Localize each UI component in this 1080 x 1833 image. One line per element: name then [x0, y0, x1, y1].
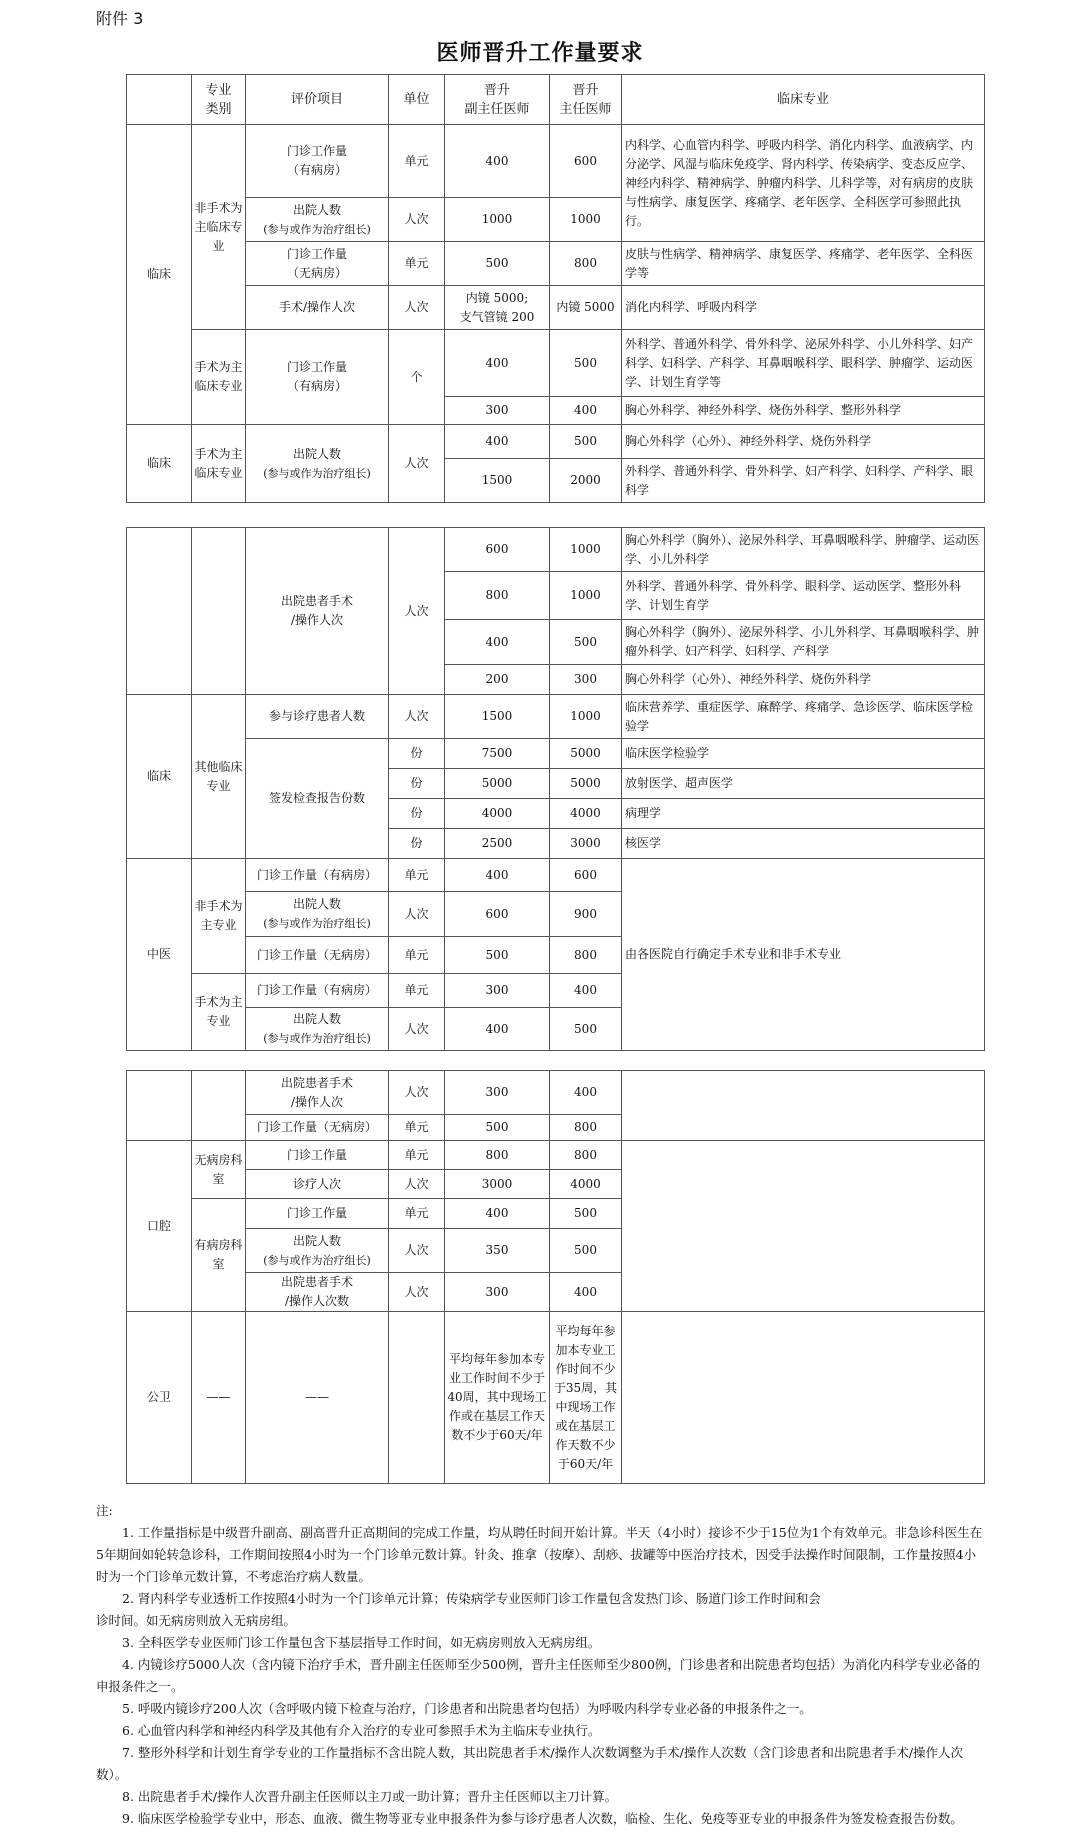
category-cell [127, 528, 192, 695]
header-unit: 单位 [389, 75, 445, 125]
deputy-value: 500 [445, 937, 550, 974]
note-2: 2. 肾内科学专业透析工作按照4小时为一个门诊单元计算；传染病学专业医师门诊工作量包含发热门诊、肠道门诊工作时间和会 [122, 1591, 821, 1606]
item-cell: 出院人数 (参与或作为治疗组长) [246, 1229, 389, 1273]
chief-value: 600 [550, 859, 622, 892]
chief-value: 2000 [550, 459, 622, 503]
category-cell: 临床 [127, 425, 192, 503]
deputy-value: 300 [445, 1071, 550, 1115]
chief-value: 400 [550, 1071, 622, 1115]
table-clinical-2 [126, 527, 984, 1051]
note-2-continued: 诊时间。如无病房则放入无病房组。 [96, 1613, 297, 1628]
deputy-value: 4000 [445, 799, 550, 829]
unit-cell: 人次 [389, 528, 445, 695]
group-cell: 手术为主临床专业 [192, 425, 246, 503]
category-cell: 口腔 [127, 1141, 192, 1312]
header-deputy: 晋升 副主任医师 [445, 75, 550, 125]
unit-cell: 人次 [389, 892, 445, 937]
deputy-value: 2500 [445, 829, 550, 859]
deputy-value: 800 [445, 572, 550, 620]
item-cell: 出院患者手术 /操作人次数 [246, 1273, 389, 1312]
group-cell: —— [192, 1312, 246, 1484]
unit-cell: 人次 [389, 1170, 445, 1199]
table-row [127, 1071, 985, 1115]
table-header-row [127, 75, 985, 125]
spec-cell: 消化内科学、呼吸内科学 [622, 286, 985, 330]
spec-cell: 内科学、心血管内科学、呼吸内科学、消化内科学、血液病学、内分泌学、风湿与临床免疫学、肾内科学、传染病学、变态反应学、神经内科学、精神病学、肿瘤内科学、儿科学等，对有病房的皮肤与性病学、康复医学、疼痛学、老年医学、全科医学可参照此执行。 [622, 125, 985, 242]
item-cell: —— [246, 1312, 389, 1484]
unit-cell: 人次 [389, 425, 445, 503]
header-item: 评价项目 [246, 75, 389, 125]
unit-cell: 份 [389, 739, 445, 769]
note-8: 8. 出院患者手术/操作人次晋升副主任医师以主刀或一助计算；晋升主任医师以主刀计算。 [122, 1789, 618, 1804]
note-5: 5. 呼吸内镜诊疗200人次（含呼吸内镜下检查与治疗，门诊患者和出院患者均包括）为呼吸内科学专业必备的申报条件之一。 [122, 1701, 812, 1716]
deputy-value: 600 [445, 892, 550, 937]
unit-cell: 人次 [389, 695, 445, 739]
note-4: 4. 内镜诊疗5000人次（含内镜下治疗手术，晋升副主任医师至少500例，晋升主任医师至少800例，门诊患者和出院患者均包括）为消化内科学专业必备的申报条件之一。 [96, 1657, 980, 1694]
chief-value: 1000 [550, 528, 622, 572]
unit-cell: 单元 [389, 1115, 445, 1141]
chief-value: 500 [550, 425, 622, 459]
unit-cell: 单元 [389, 1141, 445, 1170]
item-cell: 门诊工作量（有病房） [246, 859, 389, 892]
spec-cell: 外科学、普通外科学、骨外科学、眼科学、运动医学、整形外科学、计划生育学 [622, 572, 985, 620]
header-chief: 晋升 主任医师 [550, 75, 622, 125]
chief-value: 500 [550, 1229, 622, 1273]
unit-cell: 单元 [389, 937, 445, 974]
unit-cell: 人次 [389, 198, 445, 242]
unit-cell: 单元 [389, 1199, 445, 1229]
spec-cell: 皮肤与性病学、精神病学、康复医学、疼痛学、老年医学、全科医学等 [622, 242, 985, 286]
note-7: 7. 整形外科学和计划生育学专业的工作量指标不含出院人数，其出院患者手术/操作人次数调整为手术/操作人次数（含门诊患者和出院患者手术/操作人次数）。 [96, 1745, 964, 1782]
deputy-value: 1000 [445, 198, 550, 242]
chief-value: 平均每年参加本专业工作时间不少于35周，其中现场工作或在基层工作天数不少于60天/年 [550, 1312, 622, 1484]
table-row [127, 739, 985, 769]
chief-value: 400 [550, 397, 622, 425]
deputy-value: 400 [445, 1008, 550, 1051]
note-6: 6. 心血管内科学和神经内科学及其他有介入治疗的专业可参照手术为主临床专业执行。 [122, 1723, 601, 1738]
deputy-value: 500 [445, 1115, 550, 1141]
unit-cell: 人次 [389, 286, 445, 330]
spec-cell: 胸心外科学（心外）、神经外科学、烧伤外科学 [622, 425, 985, 459]
item-cell: 参与诊疗患者人数 [246, 695, 389, 739]
deputy-value: 平均每年参加本专业工作时间不少于40周，其中现场工作或在基层工作天数不少于60天/年 [445, 1312, 550, 1484]
item-cell: 出院患者手术 /操作人次 [246, 1071, 389, 1115]
notes-section [96, 1500, 984, 1830]
unit-cell: 单元 [389, 125, 445, 198]
category-cell: 中医 [127, 859, 192, 1051]
unit-cell: 份 [389, 829, 445, 859]
deputy-value: 500 [445, 242, 550, 286]
table-row [127, 330, 985, 397]
spec-cell: 胸心外科学（胸外）、泌尿外科学、小儿外科学、耳鼻咽喉科学、肿瘤外科学、妇产科学、妇科学、产科学 [622, 620, 985, 665]
item-cell: 出院人数 (参与或作为治疗组长) [246, 1008, 389, 1051]
deputy-value: 内镜 5000; 支气管镜 200 [445, 286, 550, 330]
chief-value: 1000 [550, 198, 622, 242]
unit-cell: 单元 [389, 859, 445, 892]
deputy-value: 800 [445, 1141, 550, 1170]
deputy-value: 400 [445, 125, 550, 198]
item-cell: 门诊工作量 [246, 1141, 389, 1170]
chief-value: 800 [550, 1115, 622, 1141]
table-row [127, 1141, 985, 1170]
header-blank [127, 75, 192, 125]
unit-cell: 人次 [389, 1071, 445, 1115]
page-title: 医师晋升工作量要求 [436, 40, 644, 66]
chief-value: 800 [550, 1141, 622, 1170]
table-row [127, 242, 985, 286]
table-row [127, 695, 985, 739]
item-cell: 门诊工作量（有病房） [246, 974, 389, 1008]
deputy-value: 400 [445, 620, 550, 665]
item-cell: 手术/操作人次 [246, 286, 389, 330]
chief-value: 500 [550, 1199, 622, 1229]
note-9: 9. 临床医学检验学专业中，形态、血液、微生物等亚专业申报条件为参与诊疗患者人次数，临检、生化、免疫等亚专业的申报条件为签发检查报告份数。 [122, 1811, 963, 1826]
deputy-value: 400 [445, 1199, 550, 1229]
item-cell: 出院人数 (参与或作为治疗组长) [246, 892, 389, 937]
chief-value: 5000 [550, 769, 622, 799]
note-3: 3. 全科医学专业医师门诊工作量包含下基层指导工作时间，如无病房则放入无病房组。 [122, 1635, 601, 1650]
table-row [127, 859, 985, 892]
group-cell: 非手术为主专业 [192, 859, 246, 974]
deputy-value: 3000 [445, 1170, 550, 1199]
header-type: 专业 类别 [192, 75, 246, 125]
group-cell: 有病房科室 [192, 1199, 246, 1312]
item-cell: 诊疗人次 [246, 1170, 389, 1199]
group-cell: 其他临床专业 [192, 695, 246, 859]
group-cell: 非手术为主临床专业 [192, 125, 246, 330]
item-cell: 门诊工作量 （有病房） [246, 330, 389, 425]
chief-value: 500 [550, 330, 622, 397]
table-dental-public [126, 1070, 984, 1484]
unit-cell [389, 1312, 445, 1484]
deputy-value: 400 [445, 425, 550, 459]
table-row [127, 528, 985, 572]
unit-cell: 份 [389, 799, 445, 829]
unit-cell: 人次 [389, 1229, 445, 1273]
deputy-value: 300 [445, 1273, 550, 1312]
spec-cell: 由各医院自行确定手术专业和非手术专业 [622, 859, 985, 1051]
table-row [127, 1312, 985, 1484]
category-cell: 临床 [127, 695, 192, 859]
spec-cell: 外科学、普通外科学、骨外科学、泌尿外科学、小儿外科学、妇产科学、妇科学、产科学、耳鼻咽喉科学、眼科学、肿瘤学、运动医学、计划生育学等 [622, 330, 985, 397]
group-cell [192, 528, 246, 695]
chief-value: 4000 [550, 1170, 622, 1199]
deputy-value: 400 [445, 330, 550, 397]
deputy-value: 5000 [445, 769, 550, 799]
chief-value: 800 [550, 242, 622, 286]
item-cell: 门诊工作量 （无病房） [246, 242, 389, 286]
spec-cell: 外科学、普通外科学、骨外科学、妇产科学、妇科学、产科学、眼科学 [622, 459, 985, 503]
deputy-value: 7500 [445, 739, 550, 769]
item-cell: 门诊工作量（无病房） [246, 937, 389, 974]
item-cell: 出院人数 (参与或作为治疗组长) [246, 425, 389, 503]
chief-value: 500 [550, 1008, 622, 1051]
group-cell [192, 1071, 246, 1141]
chief-value: 5000 [550, 739, 622, 769]
notes-heading: 注: [96, 1503, 113, 1518]
spec-cell [622, 1071, 985, 1141]
item-cell: 门诊工作量 [246, 1199, 389, 1229]
group-cell: 手术为主临床专业 [192, 330, 246, 425]
chief-value: 400 [550, 974, 622, 1008]
deputy-value: 400 [445, 859, 550, 892]
item-cell: 门诊工作量 （有病房） [246, 125, 389, 198]
unit-cell: 份 [389, 769, 445, 799]
category-cell: 临床 [127, 125, 192, 425]
chief-value: 600 [550, 125, 622, 198]
spec-cell [622, 1312, 985, 1484]
chief-value: 800 [550, 937, 622, 974]
unit-cell: 人次 [389, 1273, 445, 1312]
unit-cell: 单元 [389, 974, 445, 1008]
item-cell: 出院患者手术 /操作人次 [246, 528, 389, 695]
table-row [127, 125, 985, 198]
table-row [127, 425, 985, 459]
spec-cell [622, 1141, 985, 1312]
spec-cell: 胸心外科学（心外）、神经外科学、烧伤外科学 [622, 665, 985, 695]
spec-cell: 临床医学检验学 [622, 739, 985, 769]
spec-cell: 放射医学、超声医学 [622, 769, 985, 799]
spec-cell: 核医学 [622, 829, 985, 859]
chief-value: 500 [550, 620, 622, 665]
deputy-value: 300 [445, 974, 550, 1008]
deputy-value: 350 [445, 1229, 550, 1273]
chief-value: 1000 [550, 572, 622, 620]
chief-value: 900 [550, 892, 622, 937]
deputy-value: 1500 [445, 695, 550, 739]
table-row [127, 286, 985, 330]
spec-cell: 胸心外科学（胸外）、泌尿外科学、耳鼻咽喉科学、肿瘤学、运动医学、小儿外科学 [622, 528, 985, 572]
table-clinical-1 [126, 74, 984, 503]
chief-value: 300 [550, 665, 622, 695]
item-cell: 签发检查报告份数 [246, 739, 389, 859]
spec-cell: 病理学 [622, 799, 985, 829]
unit-cell: 人次 [389, 1008, 445, 1051]
group-cell: 手术为主专业 [192, 974, 246, 1051]
unit-cell: 单元 [389, 242, 445, 286]
category-cell: 公卫 [127, 1312, 192, 1484]
header-spec: 临床专业 [622, 75, 985, 125]
deputy-value: 200 [445, 665, 550, 695]
chief-value: 4000 [550, 799, 622, 829]
spec-cell: 临床营养学、重症医学、麻醉学、疼痛学、急诊医学、临床医学检验学 [622, 695, 985, 739]
chief-value: 3000 [550, 829, 622, 859]
unit-cell: 个 [389, 330, 445, 425]
deputy-value: 600 [445, 528, 550, 572]
chief-value: 400 [550, 1273, 622, 1312]
group-cell: 无病房科室 [192, 1141, 246, 1199]
attachment-label: 附件 3 [96, 9, 144, 28]
note-1: 1. 工作量指标是中级晋升副高、副高晋升正高期间的完成工作量，均从聘任时间开始计算。半天（4小时）接诊不少于15位为1个有效单元。非急诊科医生在5年期间如轮转急诊科，工作期间按照4小时为一个门诊单元数计算。针灸、推拿（按摩）、刮痧、拔罐等中医治疗技术，因受手法操作时间限制，工作量按照4小时为一个门诊单元数计算，不考虑治疗病人数量。 [96, 1525, 983, 1584]
deputy-value: 300 [445, 397, 550, 425]
item-cell: 出院人数 (参与或作为治疗组长) [246, 198, 389, 242]
chief-value: 1000 [550, 695, 622, 739]
category-cell [127, 1071, 192, 1141]
chief-value: 内镜 5000 [550, 286, 622, 330]
spec-cell: 胸心外科学、神经外科学、烧伤外科学、整形外科学 [622, 397, 985, 425]
deputy-value: 1500 [445, 459, 550, 503]
item-cell: 门诊工作量（无病房） [246, 1115, 389, 1141]
